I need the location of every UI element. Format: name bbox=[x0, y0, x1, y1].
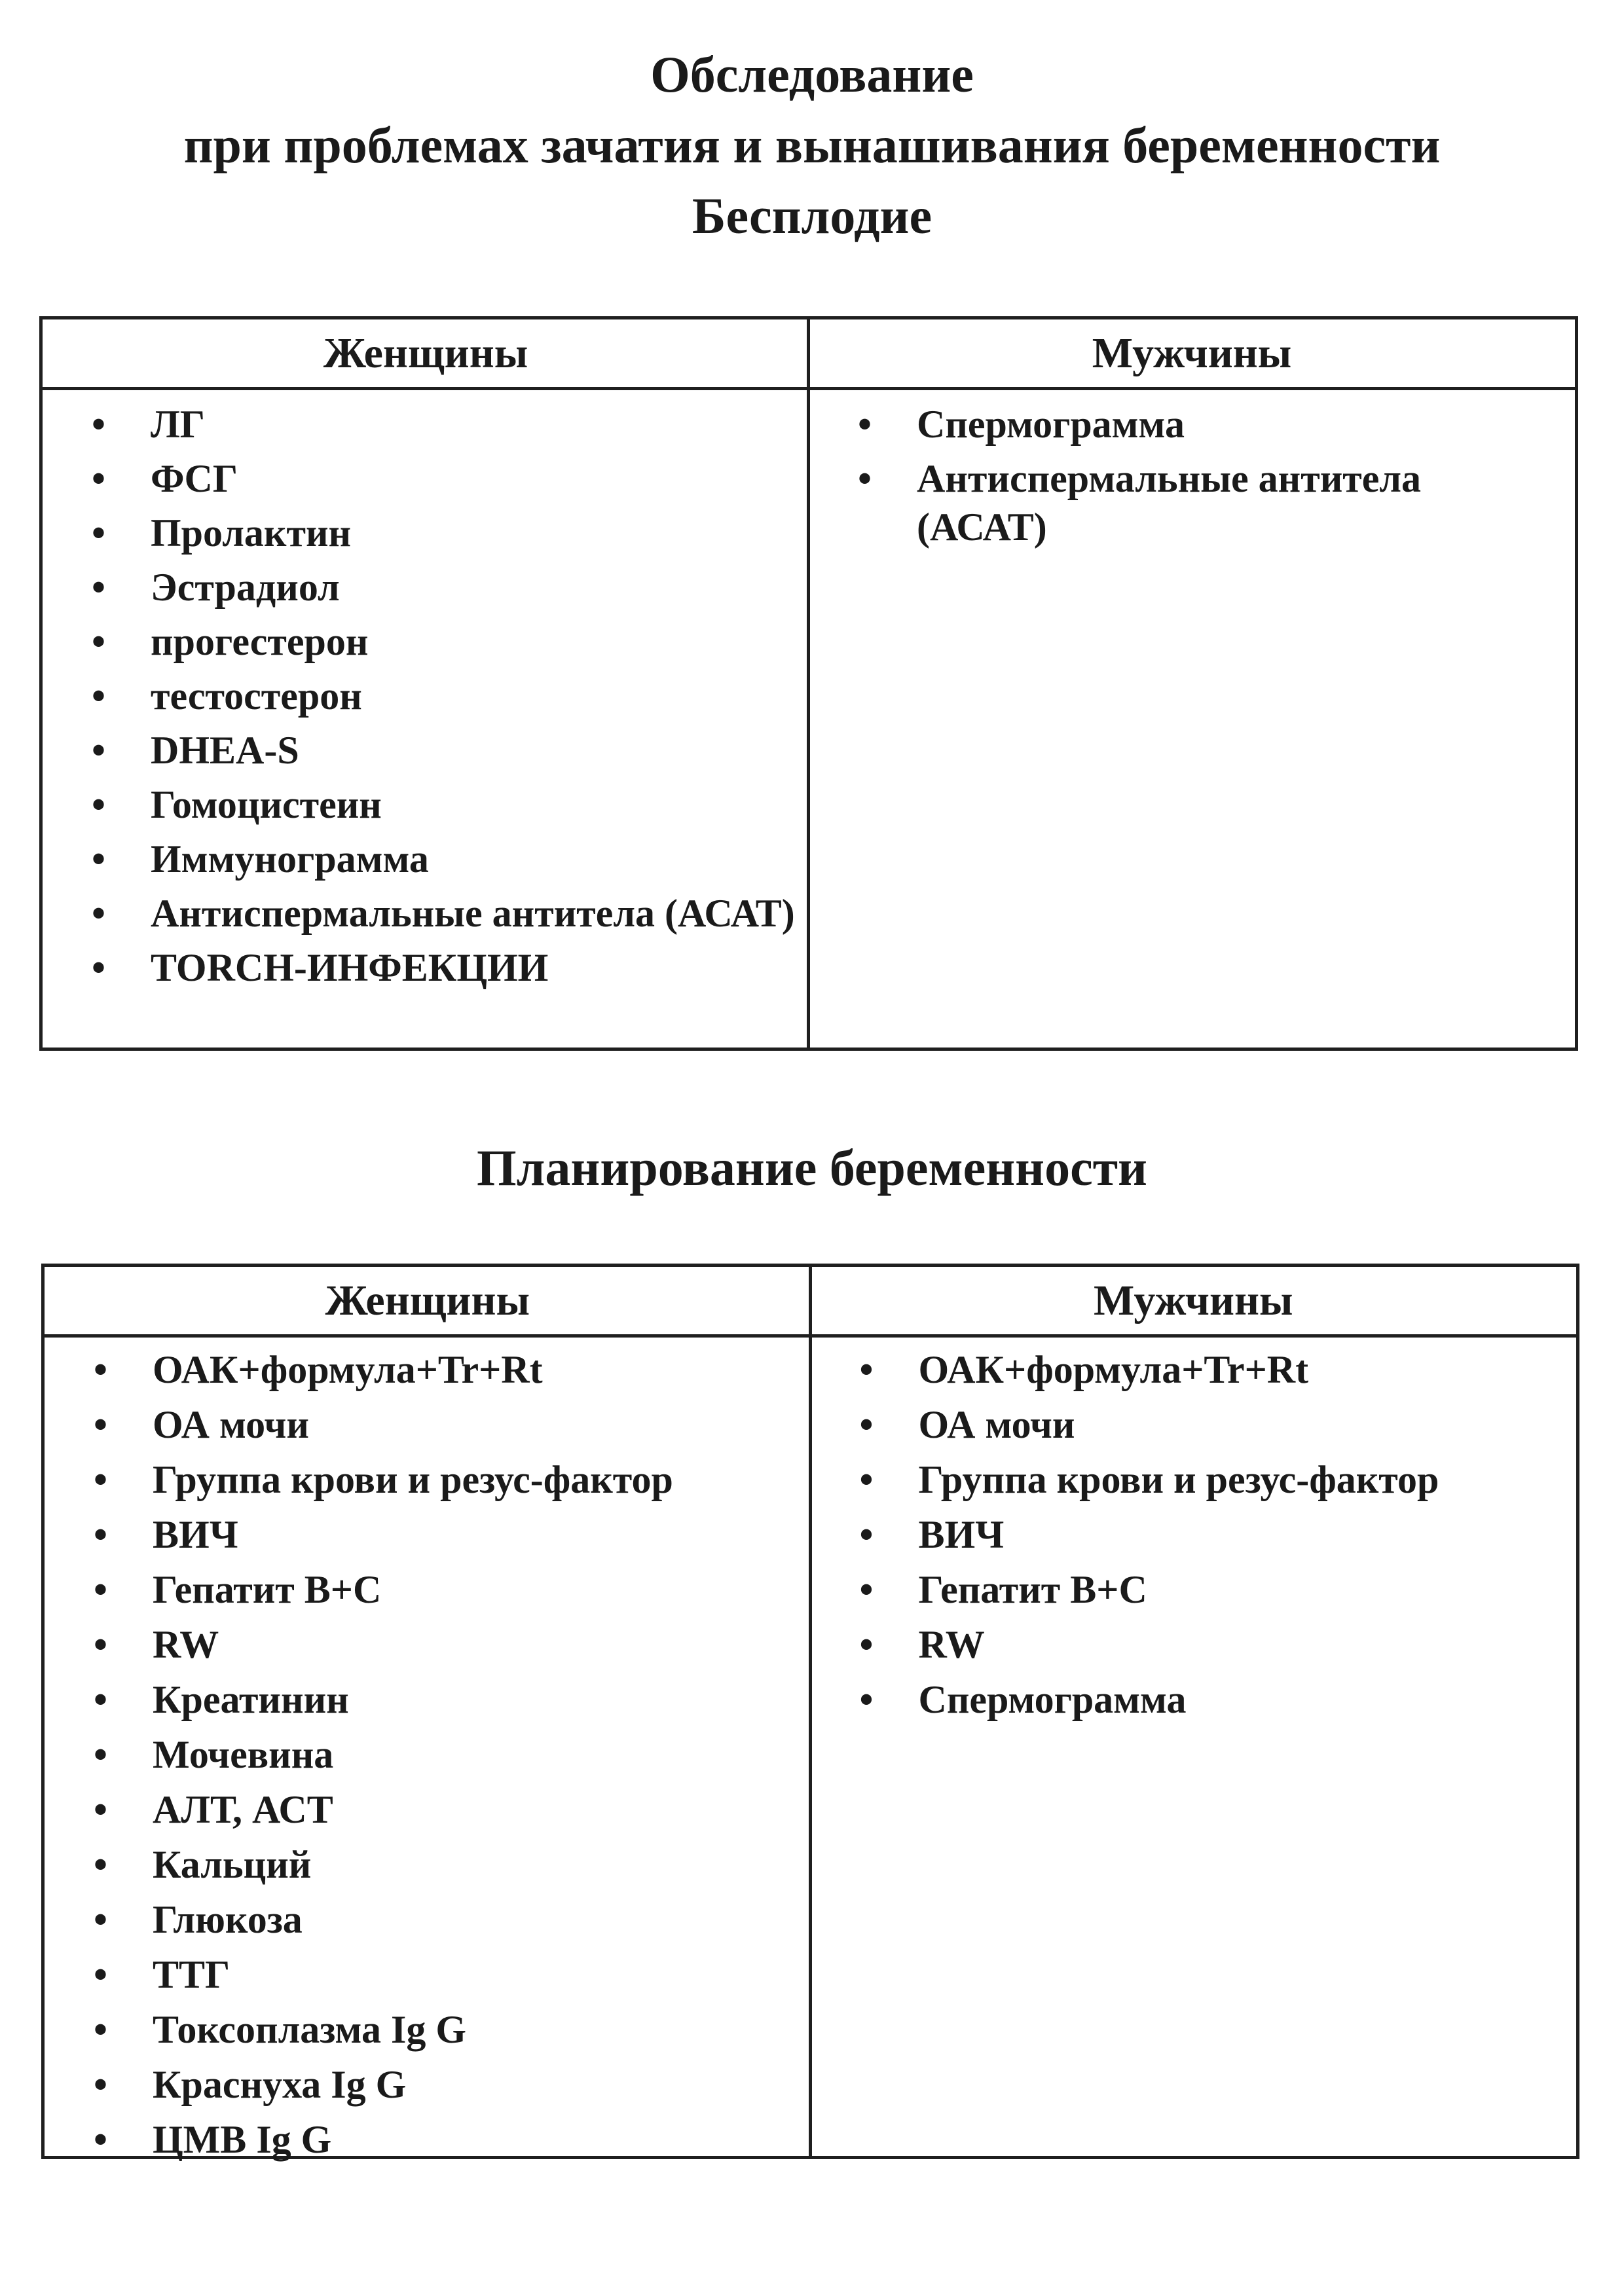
bullet-icon: • bbox=[92, 946, 106, 989]
list-item bbox=[45, 1565, 798, 1614]
list-item bbox=[43, 563, 796, 611]
bullet-icon: • bbox=[94, 1403, 108, 1446]
list-item bbox=[43, 509, 796, 557]
list-item-text: Глюкоза bbox=[153, 1898, 303, 1941]
section1-title bbox=[0, 39, 1624, 251]
bullet-icon: • bbox=[92, 566, 106, 609]
list-item bbox=[43, 726, 796, 774]
list-item bbox=[811, 1455, 1551, 1504]
list-item-text: Группа крови и резус-фактор bbox=[918, 1458, 1439, 1501]
bullet-icon: • bbox=[859, 1403, 874, 1446]
bullet-icon: • bbox=[859, 1623, 874, 1666]
list-item-text: Эстрадиол bbox=[151, 566, 340, 609]
list-item bbox=[45, 2115, 798, 2164]
bullet-icon: • bbox=[92, 892, 106, 935]
list-item bbox=[45, 1950, 798, 1999]
section1-title-line: Обследование bbox=[650, 46, 974, 103]
pregnancy-planning-table bbox=[41, 1264, 1579, 2159]
list-item-text: Антиспермальные антитела (АСАТ) bbox=[917, 457, 1422, 549]
list-item-text: Гомоцистеин bbox=[151, 783, 382, 826]
infertility-table bbox=[39, 316, 1578, 1051]
bullet-icon: • bbox=[94, 1953, 108, 1996]
bullet-icon: • bbox=[94, 2118, 108, 2161]
list-item-text: RW bbox=[153, 1623, 219, 1666]
list-item bbox=[45, 1620, 798, 1669]
list-item-text: прогестерон bbox=[151, 620, 369, 663]
bullet-icon: • bbox=[94, 1733, 108, 1776]
list-item-text: ФСГ bbox=[151, 457, 238, 500]
list-item bbox=[45, 1455, 798, 1504]
list-item bbox=[809, 400, 1549, 448]
bullet-icon: • bbox=[858, 403, 872, 446]
list-item-text: тестостерон bbox=[151, 674, 362, 718]
list-item-text: АЛТ, АСТ bbox=[153, 1788, 333, 1831]
list-item bbox=[45, 1345, 798, 1394]
list-item-text: Антиспермальные антитела (АСАТ) bbox=[151, 892, 795, 935]
list-item-text: Креатинин bbox=[153, 1678, 349, 1721]
bullet-icon: • bbox=[92, 837, 106, 881]
list-item bbox=[43, 672, 796, 720]
bullet-icon: • bbox=[94, 1623, 108, 1666]
bullet-icon: • bbox=[94, 1678, 108, 1721]
section2-title: Планирование беременности bbox=[477, 1139, 1147, 1196]
bullet-icon: • bbox=[859, 1568, 874, 1611]
list-item-text: Спермограмма bbox=[917, 403, 1185, 446]
column-header-women: Женщины bbox=[325, 1276, 530, 1324]
list-item-text: Гепатит В+С bbox=[153, 1568, 382, 1611]
bullet-icon: • bbox=[92, 511, 106, 555]
bullet-icon: • bbox=[859, 1458, 874, 1501]
list-item-text: TORCH-ИНФЕКЦИИ bbox=[151, 946, 549, 989]
list-item-text: Иммунограмма bbox=[151, 837, 429, 881]
list-item bbox=[45, 1895, 798, 1944]
list-item bbox=[45, 1510, 798, 1559]
list-item-text: ВИЧ bbox=[918, 1513, 1005, 1556]
women-column bbox=[45, 1338, 811, 2170]
list-item bbox=[811, 1675, 1551, 1724]
list-item bbox=[43, 617, 796, 666]
list-item bbox=[45, 2005, 798, 2054]
men-column bbox=[811, 1338, 1577, 1730]
list-item bbox=[45, 2060, 798, 2109]
list-item bbox=[45, 1785, 798, 1834]
list-item-text: ЛГ bbox=[151, 403, 205, 446]
bullet-icon: • bbox=[94, 1568, 108, 1611]
bullet-icon: • bbox=[92, 783, 106, 826]
bullet-icon: • bbox=[94, 1458, 108, 1501]
section1-title-line: при проблемах зачатия и вынашивания беременности bbox=[183, 117, 1441, 173]
list-item bbox=[43, 889, 796, 938]
list-item bbox=[809, 454, 1549, 551]
women-column bbox=[43, 390, 809, 998]
men-test-list bbox=[809, 400, 1549, 551]
bullet-icon: • bbox=[94, 1788, 108, 1831]
list-item-text: ОА мочи bbox=[153, 1403, 309, 1446]
bullet-icon: • bbox=[859, 1348, 874, 1391]
column-header-men: Мужчины bbox=[1093, 1276, 1293, 1324]
bullet-icon: • bbox=[94, 2063, 108, 2106]
bullet-icon: • bbox=[92, 457, 106, 500]
list-item-text: Токсоплазма Ig G bbox=[153, 2008, 467, 2051]
list-item bbox=[811, 1620, 1551, 1669]
list-item-text: RW bbox=[918, 1623, 985, 1666]
list-item-text: Спермограмма bbox=[918, 1678, 1187, 1721]
list-item-text: Гепатит В+С bbox=[918, 1568, 1147, 1611]
section1-title-line: Бесплодие bbox=[692, 187, 932, 244]
bullet-icon: • bbox=[94, 2008, 108, 2051]
women-test-list bbox=[45, 1345, 798, 2164]
list-item-text: Кальций bbox=[153, 1843, 312, 1886]
bullet-icon: • bbox=[92, 620, 106, 663]
bullet-icon: • bbox=[94, 1843, 108, 1886]
bullet-icon: • bbox=[92, 729, 106, 772]
bullet-icon: • bbox=[92, 403, 106, 446]
list-item-text: ВИЧ bbox=[153, 1513, 238, 1556]
list-item-text: ЦМВ Ig G bbox=[153, 2118, 332, 2161]
bullet-icon: • bbox=[859, 1513, 874, 1556]
list-item-text: Пролактин bbox=[151, 511, 352, 555]
men-test-list bbox=[811, 1345, 1551, 1724]
bullet-icon: • bbox=[858, 457, 872, 500]
women-test-list bbox=[43, 400, 796, 992]
list-item bbox=[43, 454, 796, 503]
list-item-text: Краснуха Ig G bbox=[153, 2063, 407, 2106]
column-header-women: Женщины bbox=[323, 329, 528, 377]
bullet-icon: • bbox=[94, 1898, 108, 1941]
list-item bbox=[811, 1510, 1551, 1559]
list-item bbox=[45, 1675, 798, 1724]
list-item-text: DHEA-S bbox=[151, 729, 299, 772]
list-item-text: ОАК+формула+Tr+Rt bbox=[918, 1348, 1309, 1391]
list-item bbox=[45, 1400, 798, 1449]
list-item bbox=[811, 1345, 1551, 1394]
list-item bbox=[43, 943, 796, 992]
list-item-text: Мочевина bbox=[153, 1733, 334, 1776]
list-item bbox=[811, 1565, 1551, 1614]
list-item bbox=[43, 780, 796, 829]
list-item-text: ОАК+формула+Tr+Rt bbox=[153, 1348, 543, 1391]
column-header-men: Мужчины bbox=[1092, 329, 1292, 377]
list-item bbox=[45, 1730, 798, 1779]
list-item bbox=[43, 400, 796, 448]
list-item-text: ОА мочи bbox=[918, 1403, 1075, 1446]
list-item bbox=[45, 1840, 798, 1889]
bullet-icon: • bbox=[859, 1678, 874, 1721]
bullet-icon: • bbox=[94, 1348, 108, 1391]
list-item bbox=[43, 835, 796, 883]
list-item-text: ТТГ bbox=[153, 1953, 231, 1996]
men-column bbox=[809, 390, 1575, 557]
list-item bbox=[811, 1400, 1551, 1449]
bullet-icon: • bbox=[92, 674, 106, 718]
list-item-text: Группа крови и резус-фактор bbox=[153, 1458, 673, 1501]
bullet-icon: • bbox=[94, 1513, 108, 1556]
